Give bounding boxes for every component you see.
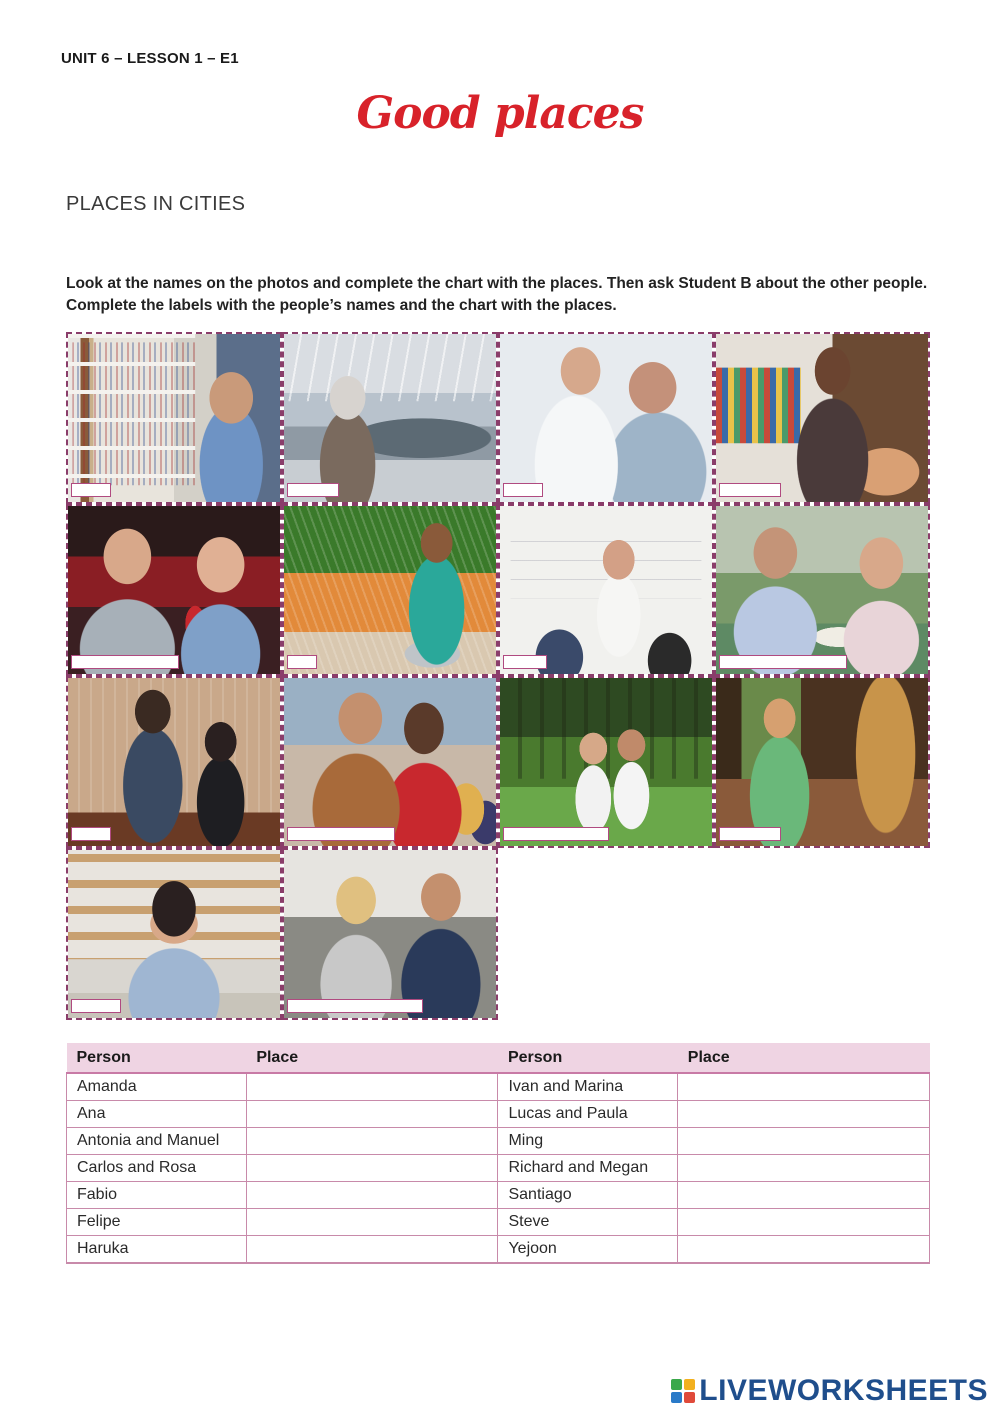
photo-park: [498, 676, 714, 848]
name-label-box[interactable]: [71, 827, 111, 841]
instructions: Look at the names on the photos and complete the chart with the places. Then ask Student B about the other people. Complete the labels with the people’s names and the chart with the places.: [66, 275, 928, 314]
photo-shopping: [282, 676, 498, 848]
place-input-cell[interactable]: [678, 1182, 930, 1209]
place-input-cell[interactable]: [246, 1101, 498, 1128]
person-cell: Ana: [67, 1101, 247, 1128]
photo-market: [282, 504, 498, 676]
name-label-box[interactable]: [503, 655, 547, 669]
photo-grid: [66, 332, 930, 1020]
place-input-cell[interactable]: [246, 1155, 498, 1182]
page-title: Good places: [356, 88, 644, 139]
place-input-cell[interactable]: [678, 1101, 930, 1128]
place-input-cell[interactable]: [246, 1209, 498, 1236]
place-input-cell[interactable]: [678, 1236, 930, 1264]
name-label-box[interactable]: [71, 655, 179, 669]
column-header-place: Place: [678, 1043, 930, 1073]
person-cell: Lucas and Paula: [498, 1101, 678, 1128]
person-cell: Santiago: [498, 1182, 678, 1209]
name-label-box[interactable]: [719, 827, 781, 841]
photo-lecture-hall: [66, 848, 282, 1020]
table-row: [67, 1128, 930, 1155]
photo-bookstore: [66, 332, 282, 504]
table-row: [67, 1101, 930, 1128]
name-label-box[interactable]: [503, 483, 543, 497]
name-label-box[interactable]: [71, 483, 111, 497]
name-label-box[interactable]: [71, 999, 121, 1013]
chart-header-row: [67, 1043, 930, 1073]
column-header-person: Person: [498, 1043, 678, 1073]
name-label-box[interactable]: [287, 827, 395, 841]
table-row: [67, 1073, 930, 1101]
place-input-cell[interactable]: [678, 1155, 930, 1182]
person-cell: Fabio: [67, 1182, 247, 1209]
name-label-box[interactable]: [287, 999, 423, 1013]
place-input-cell[interactable]: [246, 1073, 498, 1101]
liveworksheets-logo-icon: [671, 1379, 695, 1403]
table-row: [67, 1209, 930, 1236]
liveworksheets-brand[interactable]: [671, 1374, 988, 1408]
person-place-chart: [66, 1043, 930, 1264]
photo-clinic: [498, 332, 714, 504]
person-cell: Richard and Megan: [498, 1155, 678, 1182]
person-cell: Antonia and Manuel: [67, 1128, 247, 1155]
brand-wordmark: LIVEWORKSHEETS: [699, 1374, 988, 1407]
person-cell: Carlos and Rosa: [67, 1155, 247, 1182]
person-cell: Yejoon: [498, 1236, 678, 1264]
place-input-cell[interactable]: [678, 1073, 930, 1101]
name-label-box[interactable]: [719, 655, 847, 669]
photo-movie-theater: [66, 504, 282, 676]
table-row: [67, 1182, 930, 1209]
place-input-cell[interactable]: [246, 1182, 498, 1209]
person-cell: Haruka: [67, 1236, 247, 1264]
place-input-cell[interactable]: [678, 1209, 930, 1236]
person-cell: Steve: [498, 1209, 678, 1236]
name-label-box[interactable]: [287, 655, 317, 669]
person-cell: Felipe: [67, 1209, 247, 1236]
column-header-person: Person: [67, 1043, 247, 1073]
column-header-place: Place: [246, 1043, 498, 1073]
table-row: [67, 1236, 930, 1264]
unit-label: UNIT 6 – LESSON 1 – E1: [61, 50, 239, 67]
section-title: PLACES IN CITIES: [66, 193, 246, 215]
photo-classroom: [498, 504, 714, 676]
table-row: [67, 1155, 930, 1182]
name-label-box[interactable]: [287, 483, 339, 497]
photo-zoo: [714, 676, 930, 848]
person-cell: Amanda: [67, 1073, 247, 1101]
photo-hotel: [66, 676, 282, 848]
name-label-box[interactable]: [503, 827, 609, 841]
photo-cafe: [282, 848, 498, 1020]
photo-museum: [282, 332, 498, 504]
person-cell: Ming: [498, 1128, 678, 1155]
place-input-cell[interactable]: [678, 1128, 930, 1155]
photo-restaurant: [714, 504, 930, 676]
person-cell: Ivan and Marina: [498, 1073, 678, 1101]
photo-clothes-store: [714, 332, 930, 504]
name-label-box[interactable]: [719, 483, 781, 497]
place-input-cell[interactable]: [246, 1128, 498, 1155]
place-input-cell[interactable]: [246, 1236, 498, 1264]
